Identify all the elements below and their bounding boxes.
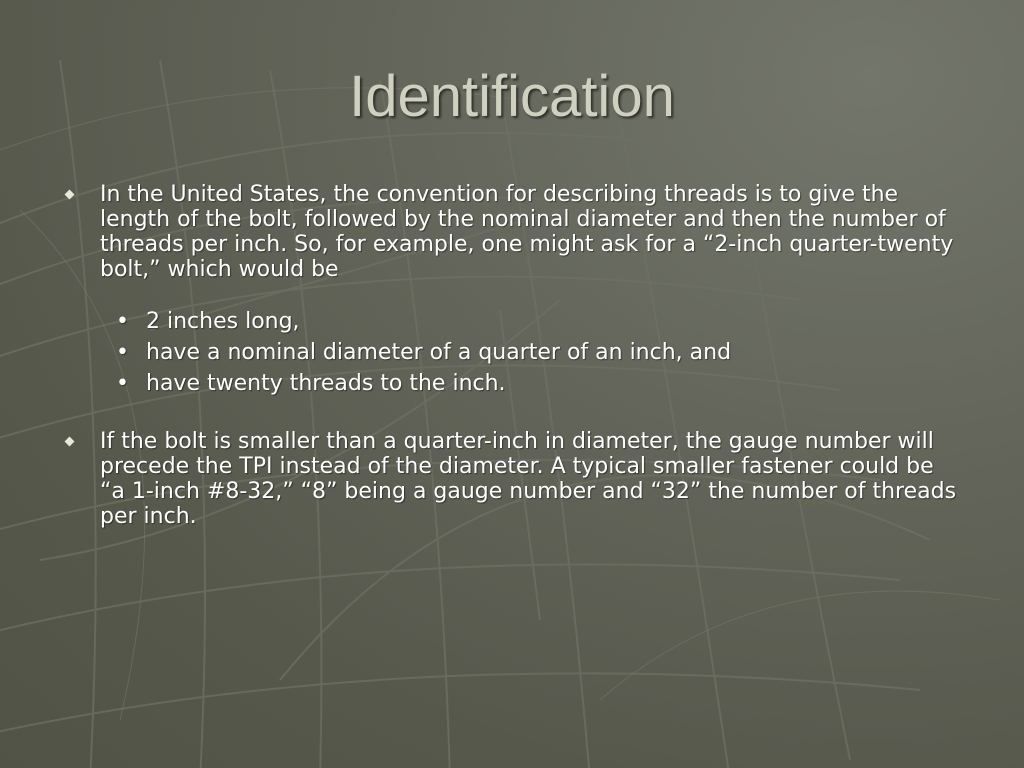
sub-bullet-text: have twenty threads to the inch. [146,371,506,396]
dot-bullet-icon: • [116,371,129,396]
sub-bullet-list [58,306,958,399]
bullet-text: If the bolt is smaller than a quarter-inch in diameter, the gauge number will precede the TPI instead of the diameter. A typical smaller fastener could be “a 1-inch #8-32,” “8” being a gauge number and “32” the number of threads per inch. [100,429,957,529]
diamond-bullet-icon [65,190,75,200]
bullet-item [58,429,958,529]
diamond-bullet-icon [65,437,75,447]
sub-bullet-item [113,306,958,337]
slide-body [58,182,958,529]
sub-bullet-text: 2 inches long, [146,309,300,334]
sub-bullet-item [113,337,958,368]
sub-bullet-item [113,368,958,399]
dot-bullet-icon: • [116,309,129,334]
dot-bullet-icon: • [116,340,129,365]
bullet-text: In the United States, the convention for describing threads is to give the length of the bolt, followed by the nominal diameter and then the number of threads per inch. So, for example, one might ask for a “2-inch quarter-twenty bolt,” which would be [100,182,954,282]
bullet-item [58,182,958,282]
slide-title: Identification [349,64,675,129]
sub-bullet-text: have a nominal diameter of a quarter of an inch, and [146,340,732,365]
